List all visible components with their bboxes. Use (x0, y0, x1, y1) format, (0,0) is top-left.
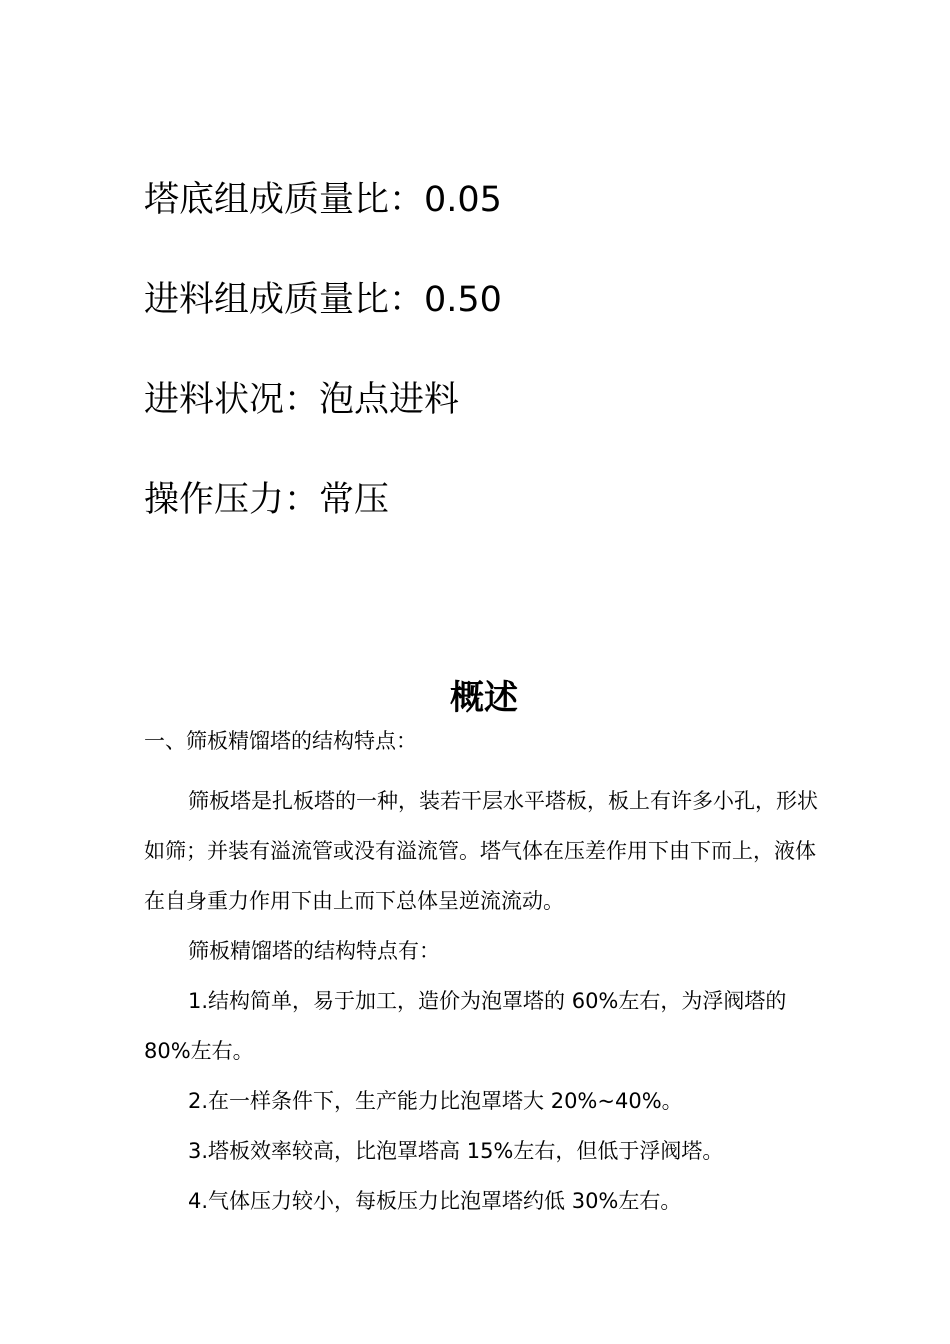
paragraph-feature-4: 4.气体压力较小，每板压力比泡罩塔约低 30%左右。 (188, 1189, 682, 1213)
paragraph-features-heading: 筛板精馏塔的结构特点有： (188, 939, 440, 963)
param-feed-composition: 进料组成质量比：0.50 (144, 280, 502, 320)
parameter-list (144, 178, 824, 578)
paragraph-feature-3: 3.塔板效率较高，比泡罩塔高 15%左右，但低于浮阀塔。 (188, 1139, 724, 1163)
overview-section (144, 676, 824, 1226)
paragraph-intro: 筛板塔是扎板塔的一种，装若干层水平塔板，板上有许多小孔，形状如筛；并装有溢流管或没有溢流管。塔气体在压差作用下由下而上，液体在自身重力作用下由上而下总体呈逆流流动。 (144, 789, 818, 913)
param-operating-pressure: 操作压力：常压 (144, 480, 390, 520)
paragraph-feature-2: 2.在一样条件下，生产能力比泡罩塔大 20%~40%。 (188, 1089, 683, 1113)
paragraph-feature-1: 1.结构简单，易于加工，造价为泡罩塔的 60%左右，为浮阀塔的 80%左右。 (144, 989, 787, 1063)
param-feed-condition: 进料状况：泡点进料 (144, 380, 460, 420)
param-bottom-composition: 塔底组成质量比：0.05 (144, 180, 502, 220)
section-heading: 一、筛板精馏塔的结构特点： (144, 729, 417, 753)
overview-title: 概述 (450, 678, 518, 718)
